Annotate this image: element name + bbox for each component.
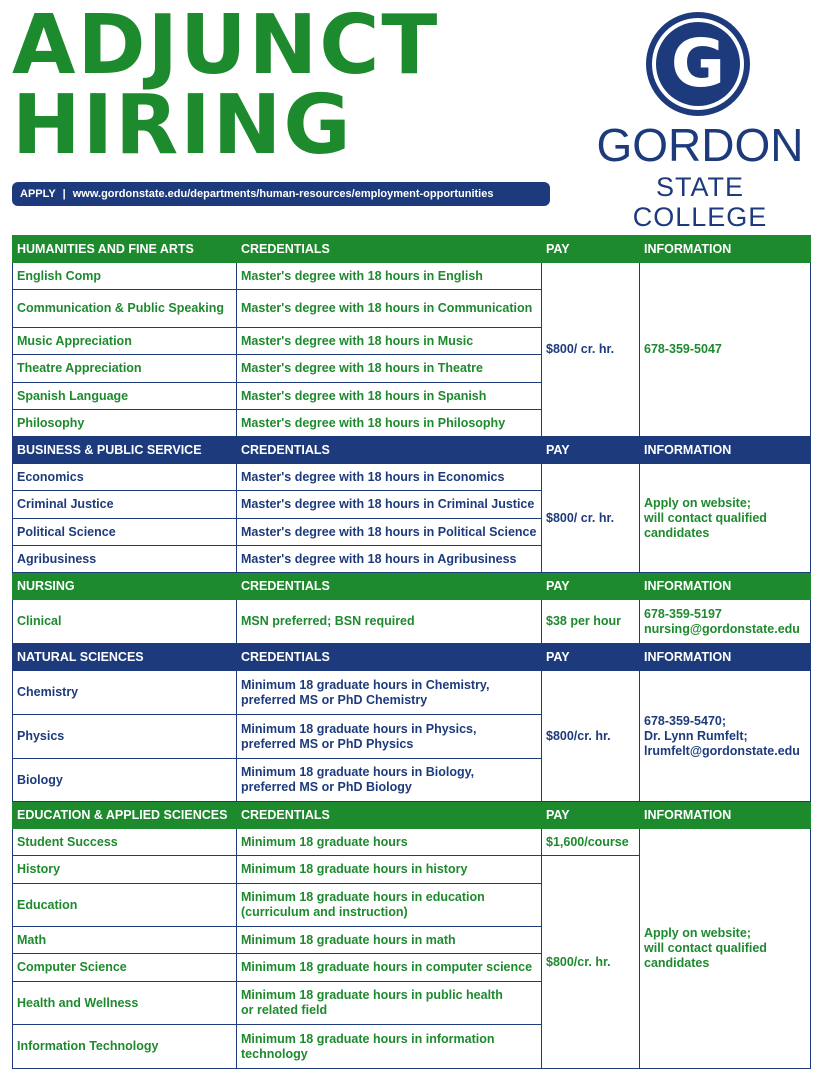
pay-header: PAY — [542, 236, 640, 263]
pay-cell: $1,600/course — [542, 829, 640, 856]
credential-cell: Master's degree with 18 hours in Spanish — [237, 383, 542, 410]
info-line: Dr. Lynn Rumfelt; — [644, 728, 748, 743]
pay-header: PAY — [542, 644, 640, 671]
info-line: nursing@gordonstate.edu — [644, 621, 800, 636]
info-line: Apply on website; — [644, 926, 751, 940]
credential-cell: Minimum 18 graduate hours in history — [237, 856, 542, 884]
credential-line: Minimum 18 graduate hours in information — [241, 1031, 495, 1046]
credential-cell: Master's degree with 18 hours in Agribusiness — [237, 546, 542, 573]
course-cell: Philosophy — [13, 410, 237, 437]
logo-g-emblem-icon — [646, 12, 750, 116]
table-row — [13, 600, 811, 644]
title-line-2: HIRING — [12, 78, 353, 173]
course-cell: Chemistry — [13, 671, 237, 715]
pay-header: PAY — [542, 573, 640, 600]
course-cell: English Comp — [13, 263, 237, 290]
course-cell: Biology — [13, 759, 237, 802]
page-title — [12, 0, 440, 173]
info-cell — [640, 671, 811, 802]
course-cell: Spanish Language — [13, 383, 237, 410]
information-header: INFORMATION — [640, 437, 811, 464]
course-cell: Clinical — [13, 600, 237, 644]
section-header-nursing — [13, 573, 811, 600]
information-header: INFORMATION — [640, 644, 811, 671]
info-line: candidates — [644, 525, 710, 540]
course-cell: Physics — [13, 715, 237, 759]
section-header-business — [13, 437, 811, 464]
course-cell: Education — [13, 884, 237, 927]
course-cell: Health and Wellness — [13, 982, 237, 1025]
credentials-header: CREDENTIALS — [237, 573, 542, 600]
credential-cell: Master's degree with 18 hours in English — [237, 263, 542, 290]
course-cell: Communication & Public Speaking — [13, 290, 237, 328]
course-cell: Computer Science — [13, 954, 237, 982]
credential-line: Minimum 18 graduate hours in Biology, — [241, 765, 475, 779]
apply-separator: | — [62, 188, 66, 200]
info-line: Apply on website; — [644, 495, 751, 510]
credential-cell: Master's degree with 18 hours in Criminal Justice — [237, 491, 542, 519]
course-cell: Information Technology — [13, 1025, 237, 1069]
course-cell: Theatre Appreciation — [13, 355, 237, 383]
title-line-1: ADJUNCT — [12, 0, 440, 93]
course-cell: Criminal Justice — [13, 491, 237, 519]
apply-bar — [12, 182, 550, 206]
table-row — [13, 464, 811, 491]
logo-line-2: STATE COLLEGE — [632, 172, 768, 232]
credentials-header: CREDENTIALS — [237, 644, 542, 671]
credential-line: preferred MS or PhD Chemistry — [241, 692, 428, 707]
pay-cell: $800/ cr. hr. — [542, 263, 640, 437]
course-cell: Music Appreciation — [13, 328, 237, 355]
credential-cell: Master's degree with 18 hours in Philosophy — [237, 410, 542, 437]
section-header-education — [13, 802, 811, 829]
section-name: NURSING — [13, 573, 237, 600]
credential-cell: Master's degree with 18 hours in Political Science — [237, 519, 542, 546]
course-cell: Math — [13, 927, 237, 954]
credential-line: preferred MS or PhD Biology — [241, 780, 412, 794]
credential-cell — [237, 759, 542, 802]
info-cell — [640, 600, 811, 644]
credential-line: or related field — [241, 1003, 328, 1017]
section-name: BUSINESS & PUBLIC SERVICE — [13, 437, 237, 464]
credential-line: Minimum 18 graduate hours in education — [241, 890, 485, 904]
credential-line: preferred MS or PhD Physics — [241, 736, 414, 751]
course-cell: Political Science — [13, 519, 237, 546]
info-cell — [640, 464, 811, 573]
info-line: 678-359-5470; — [644, 713, 727, 728]
table-row — [13, 671, 811, 715]
information-header: INFORMATION — [640, 573, 811, 600]
info-line: will contact qualified — [644, 941, 767, 955]
course-cell: Economics — [13, 464, 237, 491]
info-line: 678-359-5197 — [644, 606, 722, 621]
credential-cell — [237, 715, 542, 759]
college-logo — [590, 12, 810, 232]
pay-cell: $800/ cr. hr. — [542, 464, 640, 573]
course-cell: Student Success — [13, 829, 237, 856]
adjunct-positions-table — [12, 235, 811, 1069]
credential-line: Minimum 18 graduate hours in public health — [241, 988, 503, 1002]
course-cell: History — [13, 856, 237, 884]
credentials-header: CREDENTIALS — [237, 802, 542, 829]
section-name: EDUCATION & APPLIED SCIENCES — [13, 802, 237, 829]
apply-label: APPLY — [20, 188, 56, 200]
info-cell: 678-359-5047 — [640, 263, 811, 437]
pay-header: PAY — [542, 802, 640, 829]
information-header: INFORMATION — [640, 802, 811, 829]
table-row — [13, 829, 811, 856]
credential-cell: Master's degree with 18 hours in Theatre — [237, 355, 542, 383]
info-line: will contact qualified — [644, 510, 767, 525]
course-cell: Agribusiness — [13, 546, 237, 573]
section-header-natural-sciences — [13, 644, 811, 671]
credential-line: Minimum 18 graduate hours in Physics, — [241, 721, 477, 736]
credential-cell: Minimum 18 graduate hours in computer science — [237, 954, 542, 982]
credential-cell — [237, 982, 542, 1025]
pay-cell: $38 per hour — [542, 600, 640, 644]
credential-cell — [237, 884, 542, 927]
credentials-header: CREDENTIALS — [237, 437, 542, 464]
section-name: NATURAL SCIENCES — [13, 644, 237, 671]
credential-cell: Minimum 18 graduate hours — [237, 829, 542, 856]
credential-cell — [237, 1025, 542, 1069]
info-line: lrumfelt@gordonstate.edu — [644, 743, 800, 758]
credential-cell: Master's degree with 18 hours in Economics — [237, 464, 542, 491]
credential-cell: Master's degree with 18 hours in Communication — [237, 290, 542, 328]
info-line: candidates — [644, 956, 710, 970]
pay-cell: $800/cr. hr. — [542, 671, 640, 802]
credential-cell: Minimum 18 graduate hours in math — [237, 927, 542, 954]
section-header-humanities — [13, 236, 811, 263]
pay-cell: $800/cr. hr. — [542, 856, 640, 1069]
logo-letter: G — [656, 22, 740, 106]
credential-cell — [237, 671, 542, 715]
credential-line: (curriculum and instruction) — [241, 905, 408, 919]
section-name: HUMANITIES AND FINE ARTS — [13, 236, 237, 263]
credential-cell: MSN preferred; BSN required — [237, 600, 542, 644]
info-cell — [640, 829, 811, 1069]
pay-header: PAY — [542, 437, 640, 464]
credential-cell: Master's degree with 18 hours in Music — [237, 328, 542, 355]
credential-line: technology — [241, 1046, 308, 1061]
credential-line: Minimum 18 graduate hours in Chemistry, — [241, 677, 490, 692]
credentials-header: CREDENTIALS — [237, 236, 542, 263]
information-header: INFORMATION — [640, 236, 811, 263]
table-row — [13, 263, 811, 290]
apply-url-link[interactable]: www.gordonstate.edu/departments/human-resources/employment-opportunities — [72, 188, 494, 200]
logo-line-1: GORDON — [596, 119, 804, 171]
